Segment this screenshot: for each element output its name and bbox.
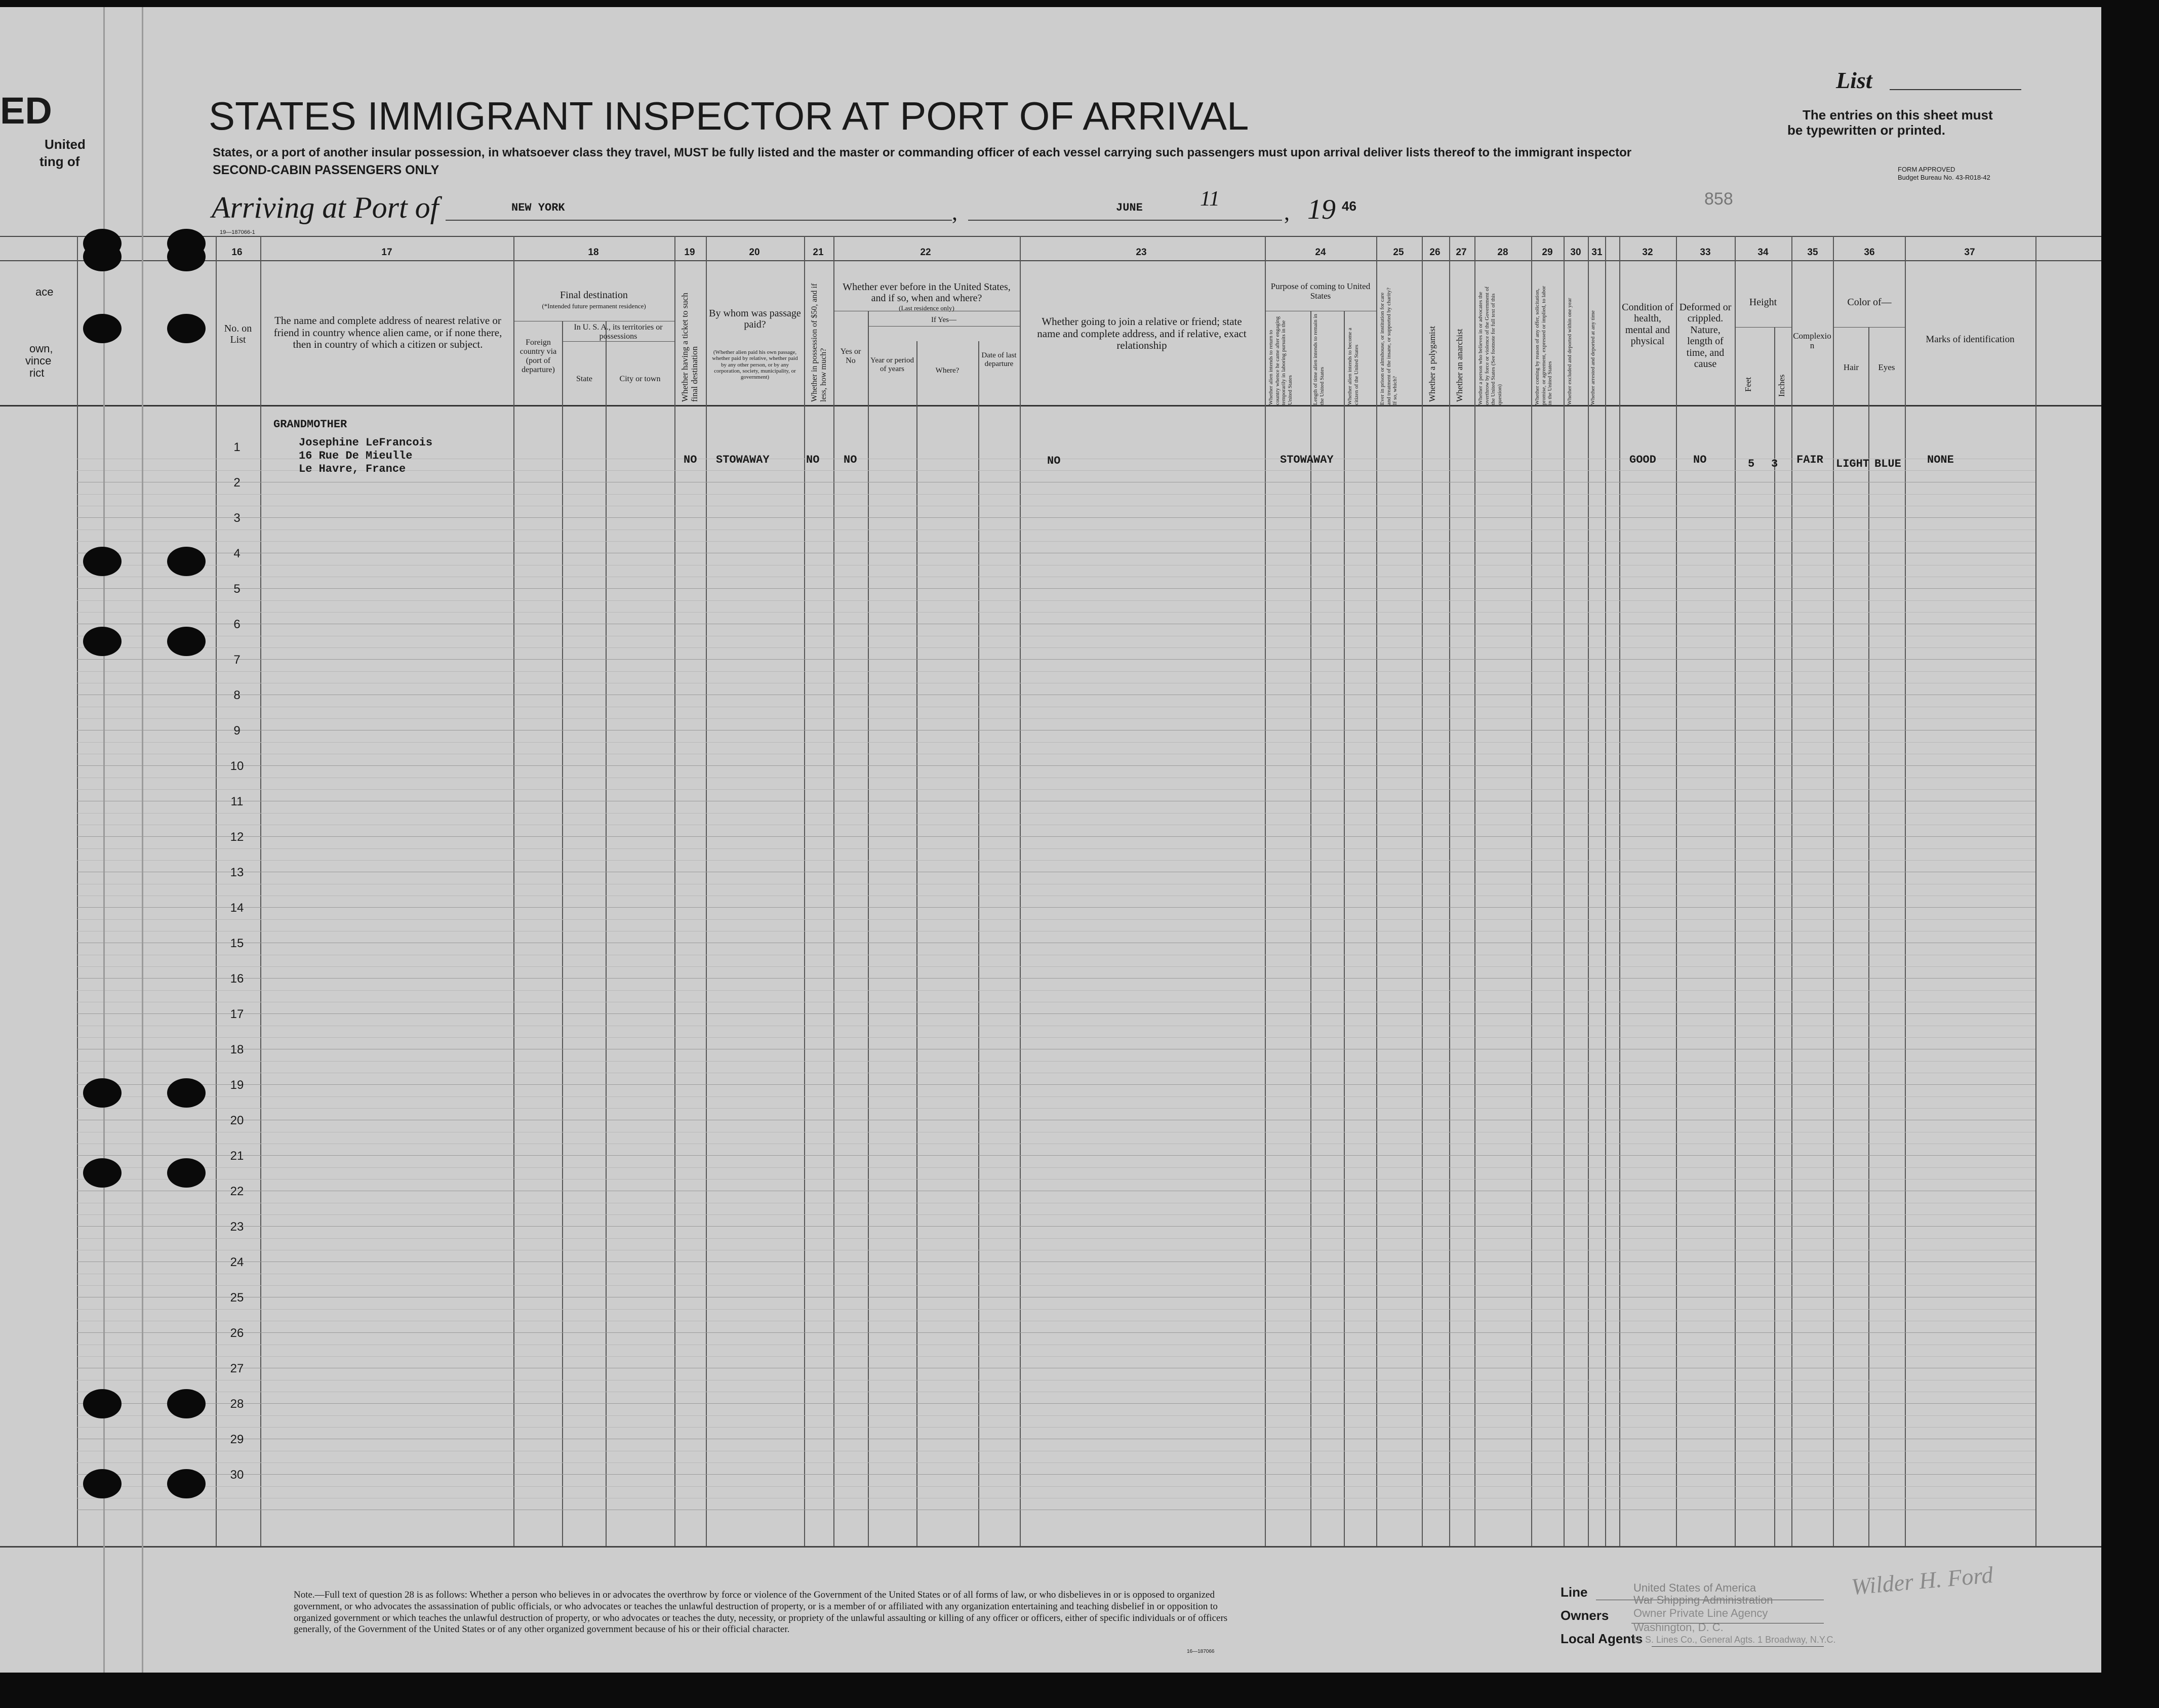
year-prefix: 19 — [1307, 194, 1336, 225]
row-rule — [77, 1356, 2035, 1357]
list-label: List — [1836, 67, 1872, 93]
row-number: 26 — [230, 1326, 244, 1340]
row-number: 7 — [233, 653, 241, 667]
row-rule — [77, 1037, 2035, 1038]
entry-ever-before: NO — [844, 454, 857, 466]
row-number: 17 — [230, 1007, 244, 1021]
row-rule — [77, 1474, 2035, 1475]
cabin-class: SECOND-CABIN PASSENGERS ONLY — [213, 163, 439, 177]
punch-hole — [83, 627, 122, 656]
row-rule — [77, 990, 2035, 991]
row-rule — [77, 848, 2035, 849]
table-top-rule — [0, 236, 2101, 237]
row-number: 23 — [230, 1220, 244, 1234]
row-number: 21 — [230, 1149, 244, 1163]
sheet-number: 858 — [1704, 189, 1733, 209]
row-rule — [77, 1214, 2035, 1215]
row-rule — [77, 1238, 2035, 1239]
row-rule — [77, 789, 2035, 790]
row-number: 11 — [230, 795, 244, 808]
typewritten-note-2: be typewritten or printed. — [1787, 123, 1946, 138]
line-label: Line — [1561, 1584, 1588, 1600]
form-approved-2: Budget Bureau No. 43-R018-42 — [1898, 174, 1990, 181]
row-rule — [77, 765, 2035, 766]
row-rule — [77, 966, 2035, 967]
punch-hole — [167, 314, 206, 343]
row-rule — [77, 860, 2035, 861]
footnote-q28: Note.—Full text of question 28 is as follows: Whether a person who believes in or advocates the overthrow by force or violence of the Government of the United States or of all forms of law, or who disbelieves in or is opposed to organized government, or who advocates the assassination of public officials, or who advocates or teaches the unlawful destruction of property, or is a member of or affiliated with any organization entertaining and teaching disbelief in or opposition to organized government or which teaches the unlawful destruction of property, or who advocates or teaches the duty, necessity, or propriety of the unlawful assaulting or killing of any officer or officers, either of specific individuals or of officers generally, of the Government of the United States or of any other organized government because of his or their official character. — [294, 1590, 1228, 1635]
manifest-sheet: ED United ting of STATES IMMIGRANT INSPECTOR AT PORT OF ARRIVAL States, or a port of another insular possession, in whatsoever class they travel, MUST be fully listed and the master or commanding officer of each vessel carrying such passengers must upon arrival deliver lists thereof to the immigrant inspector SECOND-CABIN PASSENGERS ONLY List The entries on this sheet must be typewritten or printed. FORM APPROVED Budget Bureau No. 43-R018-42 Arriving at Port of NEW YORK , JUNE 11 , 19 46 858 19—187066-1 ace own, vince rict 16 17 18 19 20 21 22 23 24 25 26 27 28 29 30 31 32 33 34 35 36 37 No. on List The name and complete address of nearest relative or friend in country whence alien came, or if none there, then in country of which a citizen or subject. Final destination (*Intended future permanent residence) Foreign country via (port of departure) In U. S. A., its territories or possessions State City or town Whether having a ticket to such final destination By whom was passage paid? (Whether alien paid his own passage, whether paid by relative, whether paid by any other person, or by any corporation, society, municipality, or government) Whether in possession of $50, and if less, how much? Whether ever before in the United States, and if so, when and where? (Last residence only) Yes or No If Yes— Year or period of years Where? Date of last departure Whether going to join a relative or friend; state name and complete address, and if relative, exact relationship Purpose of coming to United States Whether alien intends to return to country whence he came after engaging temporarily in laboring pursuits in the United States Length of time alien intends to remain in the United States Whether alien intends to become a citizen of the United States Ever in prison or almshouse, or institution for care and treatment of the insane, or supported by charity? If so, which? Whether a polygamist Whether an anarchist Whether a person who believes in or advocates the overthrow by force or violence of the Government of the United States (See footnote for full text of this question) Whether coming by reason of any offer, solicitation, promise, or agreement, expressed or implied, to labor in the United States Whether excluded and deported within one year Whether arrested and deported at any time Condition of health, mental and physical Deformed or crippled. Nature, length of time, and cause Height Feet Inches Complexion Color of— Hair Eyes Marks of identification 1 2 3 4 5 6 7 8 9 10 11 12 13 14 15 16 17 18 19 20 21 22 23 24 25 26 27 28 29 30 GRANDMOTHER Josephine LeFrancois 16 Rue De Mieulle Le Havre, France NO STOWAWAY NO NO NO STOWAWAY GOOD NO 5 3 FAIR LIGHT BLUE NONE Note.—Full text of question 28 is as follows: Whether a person who believes in or advocates the overthrow by force or violence of the Government of the United States or of all forms of law, or who disbelieves in or is opposed to organized government, or who advocates the assassination of public officials, or who advocates or teaches the unlawful destruction of property, or is a member of or affiliated with any organization entertaining and teaching disbelief in or opposition to organized government or which teaches the unlawful destruction of property, or who advocates or teaches the duty, necessity, or propriety of the unlawful assaulting or killing of any officer or officers, either of specific individuals or of officers generally, of the Government of the United States or of any other organized government because of his or their official character. 16—187066 Line Owners Local Agents United States of America War Shipping Administration Owner Private Line Agency Washington, D. C. U. S. Lines Co., General Agts. 1 Broadway, N.Y.C. Wilder H. Ford — [0, 7, 2101, 1673]
punch-hole — [167, 1078, 206, 1108]
punch-hole — [167, 1469, 206, 1498]
punch-hole — [83, 1158, 122, 1188]
row-rule — [77, 742, 2035, 743]
entry-relation: GRANDMOTHER — [273, 418, 347, 431]
row-rule — [77, 588, 2035, 589]
row-number: 15 — [230, 937, 244, 950]
punch-hole — [167, 1158, 206, 1188]
entry-street: 16 Rue De Mieulle — [299, 450, 413, 462]
header-prison: Ever in prison or almshouse, or institution for care and treatment of the insane, or supported by charity? If so, which? — [1379, 288, 1398, 405]
owners-value: Owner Private Line Agency — [1633, 1607, 1768, 1619]
list-number-line — [1890, 89, 2021, 90]
entry-deformed: NO — [1693, 454, 1707, 466]
entry-joining: NO — [1047, 455, 1061, 467]
header-passage-paid: By whom was passage paid? — [709, 308, 801, 331]
row-rule — [77, 494, 2035, 495]
row-rule — [77, 919, 2035, 920]
row-rule — [77, 1179, 2035, 1180]
colnum-rule — [0, 260, 2101, 261]
row-rule — [77, 1415, 2035, 1416]
punch-hole — [167, 242, 206, 271]
row-rule — [77, 1108, 2035, 1109]
entry-complexion: FAIR — [1796, 454, 1823, 466]
inspector-signature: Wilder H. Ford — [1850, 1561, 1994, 1600]
agents-value: Washington, D. C. — [1633, 1621, 1724, 1634]
entry-city: Le Havre, France — [299, 463, 406, 475]
small-code: 19—187066-1 — [220, 229, 255, 235]
row-number: 1 — [233, 440, 241, 454]
day-value: 11 — [1200, 187, 1220, 211]
line-value-2: War Shipping Administration — [1633, 1594, 1773, 1606]
punch-hole — [83, 1078, 122, 1108]
header-complexion: Complexion — [1793, 331, 1831, 351]
header-arrested: Whether arrested and deported at any time — [1590, 310, 1596, 405]
punch-hole — [83, 314, 122, 343]
row-rule — [77, 1155, 2035, 1156]
port-value: NEW YORK — [511, 201, 565, 214]
row-number: 4 — [233, 547, 241, 560]
row-rule — [77, 671, 2035, 672]
entry-marks: NONE — [1927, 454, 1954, 466]
punch-hole — [167, 1389, 206, 1418]
entry-name: Josephine LeFrancois — [299, 436, 433, 449]
row-number: 24 — [230, 1255, 244, 1269]
line-value: United States of America — [1633, 1581, 1756, 1594]
left-side-line-2: ting of — [39, 154, 80, 169]
entry-passage: STOWAWAY — [716, 454, 770, 466]
row-number: 16 — [230, 972, 244, 986]
month-value: JUNE — [1116, 201, 1143, 214]
header-marks: Marks of identification — [1926, 334, 2015, 345]
agents-value-2: U. S. Lines Co., General Agts. 1 Broadway, N.Y.C. — [1633, 1635, 1836, 1645]
row-rule — [77, 541, 2035, 542]
row-number: 27 — [230, 1362, 244, 1375]
entry-ticket: NO — [684, 454, 697, 466]
header-q28: Whether a person who believes in or advocates the overthrow by force or violence of the Government of the United States (See footnote for full text of this question) — [1477, 287, 1503, 405]
punch-hole — [83, 242, 122, 271]
row-rule — [77, 1427, 2035, 1428]
row-rule — [77, 1061, 2035, 1062]
header-health: Condition of health, mental and physical — [1622, 302, 1673, 347]
punch-hole — [83, 1389, 122, 1418]
row-rule — [77, 1013, 2035, 1014]
row-number: 25 — [230, 1291, 244, 1305]
date-line — [968, 220, 1282, 221]
row-rule — [77, 659, 2035, 660]
local-agents-label: Local Agents — [1561, 1631, 1643, 1646]
row-number: 10 — [230, 759, 244, 773]
entry-eyes: BLUE — [1874, 458, 1901, 470]
header-polygamist: Whether a polygamist — [1427, 326, 1437, 402]
table-bottom-rule — [0, 1546, 2101, 1548]
arriving-label: Arriving at Port of — [212, 191, 439, 224]
header-anarchist: Whether an anarchist — [1455, 329, 1464, 402]
punch-hole — [167, 547, 206, 576]
row-rule — [77, 1462, 2035, 1463]
row-rule — [77, 907, 2035, 908]
header-offer: Whether coming by reason of any offer, solicitation, promise, or agreement, expressed or implied, to labor in the United States — [1534, 286, 1553, 405]
header-final-destination: Final destination — [560, 290, 628, 301]
punch-hole — [83, 547, 122, 576]
row-number: 12 — [230, 830, 244, 844]
port-line — [446, 220, 952, 221]
row-number: 2 — [233, 476, 241, 490]
row-rule — [77, 1403, 2035, 1404]
row-rule — [77, 1096, 2035, 1097]
header-color: Color of— — [1847, 297, 1892, 308]
header-ticket: Whether having a ticket to such final destination — [680, 293, 699, 402]
row-rule — [77, 1486, 2035, 1487]
owners-label: Owners — [1561, 1608, 1609, 1623]
row-number: 8 — [233, 688, 241, 702]
footer-code: 16—187066 — [1187, 1649, 1215, 1654]
punch-hole — [167, 627, 206, 656]
header-bottom-rule — [0, 405, 2101, 406]
row-rule — [77, 978, 2035, 979]
entry-height-inches: 3 — [1771, 458, 1778, 470]
header-no-on-list: No. on List — [224, 323, 252, 346]
entry-health: GOOD — [1629, 454, 1656, 466]
entry-hair: LIGHT — [1836, 458, 1870, 470]
header-deformed: Deformed or crippled. Nature, length of time, and cause — [1679, 302, 1732, 370]
header-joining: Whether going to join a relative or friend; state name and complete address, and if relative, exact relationship — [1037, 315, 1247, 352]
header-ever-before: Whether ever before in the United States, and if so, when and where? — [843, 281, 1011, 304]
entry-purpose: STOWAWAY — [1280, 454, 1334, 466]
typewritten-note-1: The entries on this sheet must — [1803, 107, 1993, 123]
row-number: 20 — [230, 1114, 244, 1127]
header-money: Whether in possession of $50, and if less, how much? — [810, 283, 828, 402]
entry-height-feet: 5 — [1748, 458, 1755, 470]
row-number: 5 — [233, 582, 241, 596]
row-rule — [77, 1167, 2035, 1168]
row-rule — [77, 1084, 2035, 1085]
form-title: STATES IMMIGRANT INSPECTOR AT PORT OF ARRIVAL — [209, 94, 1249, 138]
row-rule — [77, 600, 2035, 601]
row-number: 6 — [233, 618, 241, 631]
row-rule — [77, 1332, 2035, 1333]
row-rule — [77, 813, 2035, 814]
row-number: 9 — [233, 724, 241, 738]
row-rule — [77, 612, 2035, 613]
left-title-fragment: ED — [0, 90, 52, 132]
form-instruction: States, or a port of another insular possession, in whatsoever class they travel, MUST be fully listed and the master or commanding officer of each vessel carrying such passengers must upon arrival deliver lists thereof to the immigrant inspector — [213, 146, 1632, 159]
left-side-line-1: United — [45, 137, 86, 152]
form-approved-1: FORM APPROVED — [1898, 166, 1955, 173]
header-height: Height — [1749, 297, 1777, 308]
row-number: 3 — [233, 511, 241, 525]
row-rule — [77, 647, 2035, 648]
row-rule — [77, 1285, 2035, 1286]
row-number: 18 — [230, 1043, 244, 1056]
entry-money: NO — [806, 454, 820, 466]
row-number: 13 — [230, 866, 244, 879]
row-rule — [77, 1309, 2035, 1310]
header-excluded: Whether excluded and deported within one year — [1567, 298, 1573, 405]
row-rule — [77, 836, 2035, 837]
row-number: 19 — [230, 1078, 244, 1092]
row-rule — [77, 517, 2035, 518]
header-purpose: Purpose of coming to United States — [1270, 281, 1371, 301]
row-number: 30 — [230, 1468, 244, 1482]
row-rule — [77, 1226, 2035, 1227]
row-rule — [77, 718, 2035, 719]
row-number: 22 — [230, 1185, 244, 1198]
row-number: 29 — [230, 1433, 244, 1446]
header-nearest-relative: The name and complete address of nearest relative or friend in country whence alien came, or if none there, then in country of which a citizen or subject. — [273, 314, 502, 351]
row-number: 28 — [230, 1397, 244, 1411]
punch-hole — [83, 1469, 122, 1498]
year-suffix: 46 — [1342, 198, 1356, 214]
row-number: 14 — [230, 901, 244, 915]
